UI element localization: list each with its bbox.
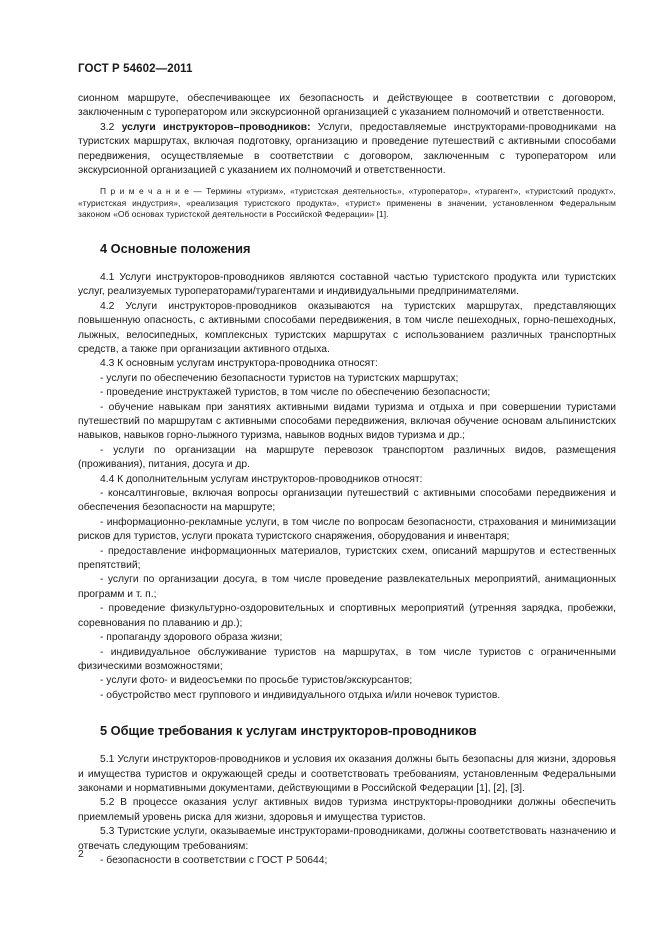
paragraph-4-4: 4.4 К дополнительным услугам инструкторов-проводников относят: (100, 473, 423, 485)
paragraph-4-3: 4.3 К основным услугам инструктора-проводника относят: (100, 358, 378, 370)
document-header: ГОСТ Р 54602—2011 (78, 63, 193, 75)
list-item: - консалтинговые, включая вопросы организации путешествий с активными способами передвижения и обеспечения безопасности на маршруте; (78, 488, 616, 514)
term-definition: услуги инструкторов–проводников: (121, 121, 311, 133)
list-item: - безопасности в соответствии с ГОСТ Р 50644; (100, 854, 328, 866)
list-item: - услуги фото- и видеосъемки по просьбе туристов/экскурсантов; (100, 675, 413, 687)
list-item: - услуги по обеспечению безопасности туристов на туристских маршрутах; (100, 372, 459, 384)
list-item: - информационно-рекламные услуги, в том числе по вопросам безопасности, страхования и минимизации рисков для туристов, услуги проката туристского снаряжения, оборудования и инвентаря; (78, 516, 616, 543)
term-text: Услуги, предоставляемые инструкторами-проводниками на туристских маршрутах, включая подготовку, организацию и проведение путешествий с активными способами передвижения, осуществляемые в соответствии с договором, заключенным с туроператором или экскурсионной организацией с указанием их полномочий и ответственности. (78, 121, 616, 177)
list-item: - обучение навыкам при занятиях активными видами туризма и отдыха и при совершении туристами путешествий по маршрутам с активными способами передвижения, включая обучение основам альпинистских навыков, навыков горно-лыжного туризма, навыков водных видов туризма и др.; (78, 401, 616, 442)
list-item: - услуги по организации на маршруте перевозок транспортом различных видов, размещения (проживания), питания, досуга и др. (78, 444, 616, 471)
document-body (78, 92, 616, 868)
list-item: - индивидуальное обслуживание туристов на маршрутах, в том числе туристов с ограниченными физическими возможностями; (78, 646, 616, 672)
page-number: 2 (78, 849, 84, 860)
paragraph-continued: сионном маршруте, обеспечивающее их безопасность и действующее в соответствии с договором, заключенным с туроператором или экскурсионной организацией с указанием полномочий и ответственности. (78, 93, 616, 119)
list-item: - пропаганду здорового образа жизни; (100, 632, 283, 644)
paragraph-5-3: 5.3 Туристские услуги, оказываемые инструкторами-проводниками, должны соответствовать назначению и отвечать следующим требованиям: (78, 826, 616, 852)
note-paragraph: П р и м е ч а н и е — Термины «туризм», «туристская деятельность», «туроператор», «турагент», «туристский продукт», «туристская индустрия», «реализация туристского продукта», «турист» применены в значении, установленном Федеральным законом «Об основах туристской деятельности в Российской Федерации» [1]. (78, 186, 616, 220)
paragraph-4-2: 4.2 Услуги инструкторов-проводников оказываются на туристских маршрутах, представляющих повышенную опасность, с активными способами передвижения, в том числе пешеходных, горно-пешеходных, лыжных, велосипедных, комплексных туристских маршрутах с использованием различных транспортных средств, а также при организации активного отдыха. (78, 300, 616, 355)
list-item: - проведение физкультурно-оздоровительных и спортивных мероприятий (утренняя зарядка, пробежки, соревнования по плаванию и др.); (78, 603, 616, 629)
paragraph-3-2 (78, 121, 616, 179)
list-item: - проведение инструктажей туристов, в том числе по обеспечению безопасности; (100, 387, 491, 399)
list-item: - предоставление информационных материалов, туристских схем, описаний маршрутов и естественных препятствий; (78, 545, 616, 572)
section-heading-5: 5 Общие требования к услугам инструкторов-проводников (100, 723, 477, 739)
list-item: - услуги по организации досуга, в том числе проведение развлекательных мероприятий, анимационных программ и т. п.; (78, 574, 616, 600)
list-item: - обустройство мест группового и индивидуального отдыха и/или ночевок туристов. (100, 689, 501, 701)
paragraph-5-1: 5.1 Услуги инструкторов-проводников и условия их оказания должны быть безопасны для жизни, здоровья и имущества туристов и окружающей среды и соответствовать требованиям, установленным Федеральными законами и нормативными документами, действующими в Российской Федерации [1], [2], [3]. (78, 754, 616, 794)
paragraph-5-2: 5.2 В процессе оказания услуг активных видов туризма инструкторы-проводники должны обеспечить приемлемый уровень риска для жизни, здоровья и имущества туристов. (78, 797, 616, 823)
paragraph-4-1: 4.1 Услуги инструкторов-проводников являются составной частью туристского продукта или туристских услуг, реализуемых туроператорами/турагентами и индивидуальными предпринимателями. (78, 271, 616, 298)
clause-number: 3.2 (100, 121, 115, 133)
section-heading-4: 4 Основные положения (100, 240, 251, 256)
